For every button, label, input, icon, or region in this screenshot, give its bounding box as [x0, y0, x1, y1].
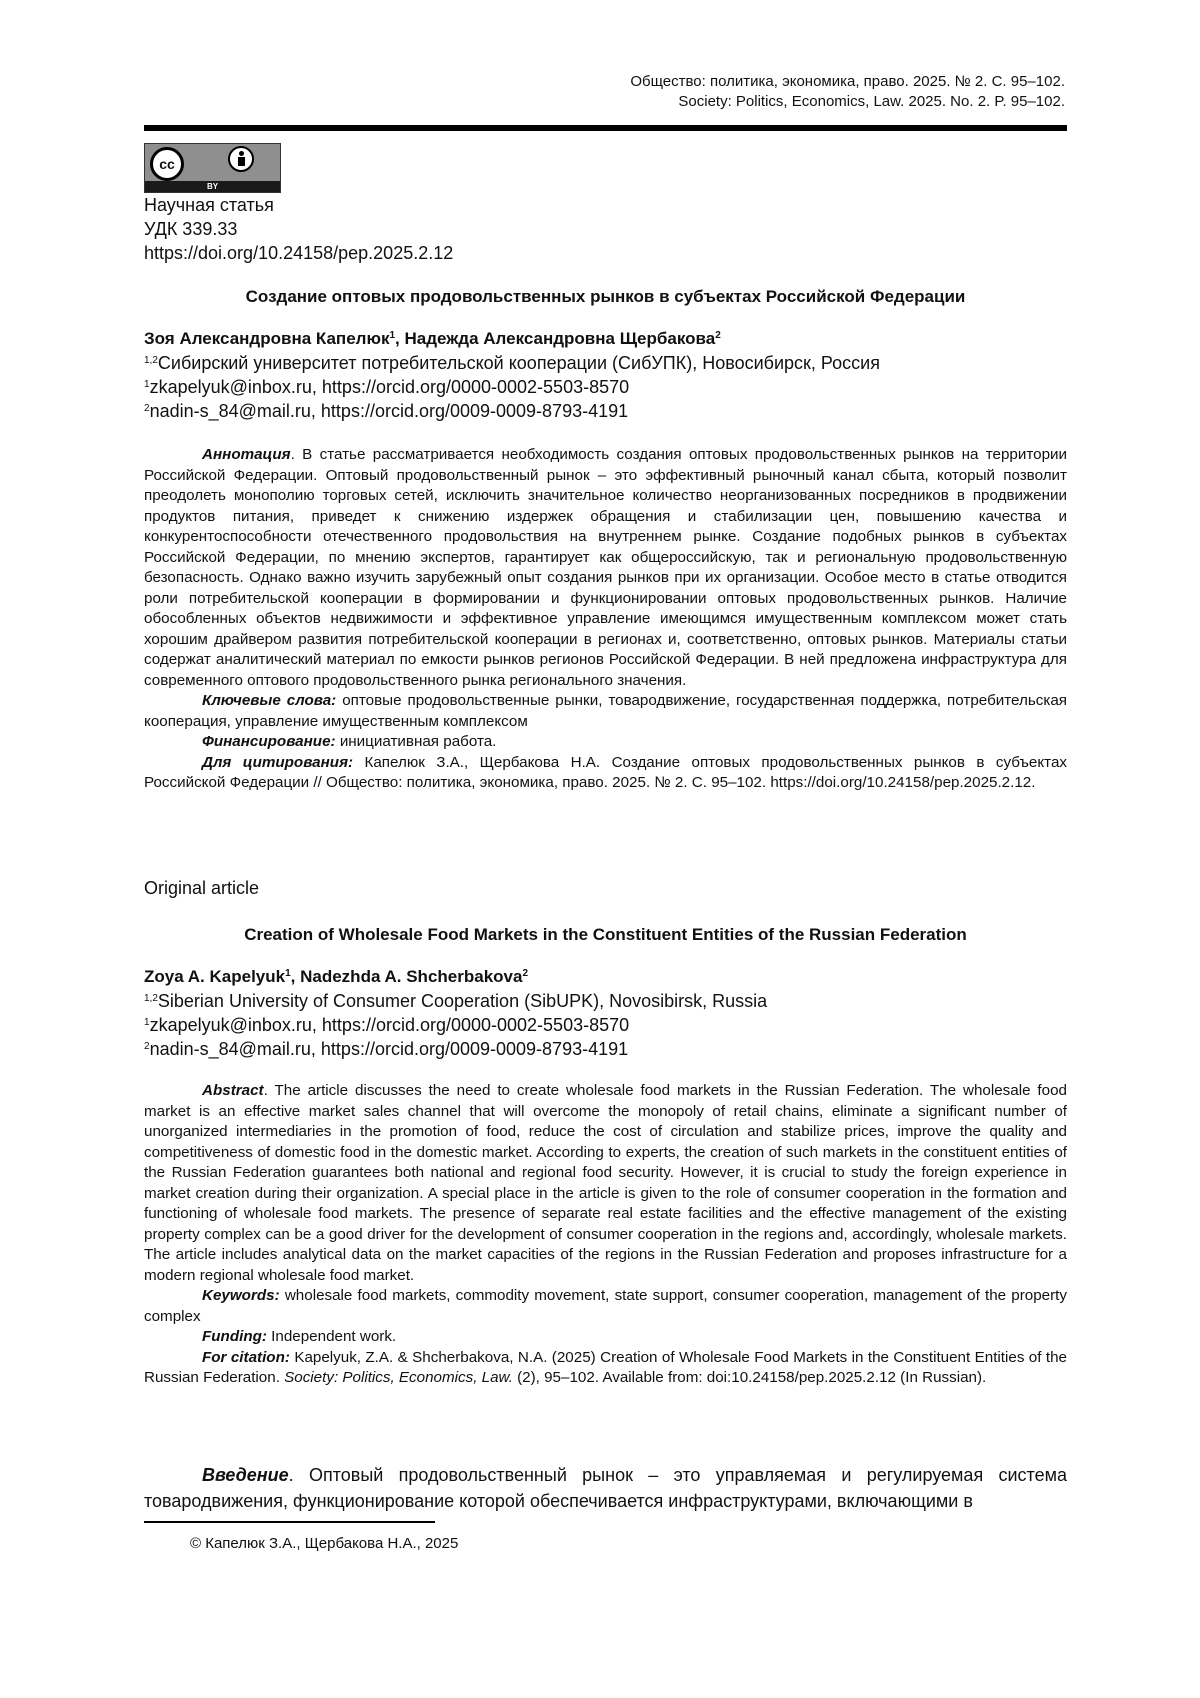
- journal-header-en: Society: Politics, Economics, Law. 2025. No. 2. P. 95–102.: [678, 93, 1065, 110]
- footnote-rule: [144, 1521, 435, 1523]
- intro-paragraph: Введение. Оптовый продовольственный рынок – это управляемая и регулируемая система товародвижения, функционирование которой обеспечивается инфраструктурами, включающими в: [144, 1465, 1067, 1511]
- contact-2-ru: $^2$nadin-s_84@mail.ru, https://orcid.org/0009-0009-8793-4191: [144, 401, 629, 421]
- title-ru: Создание оптовых продовольственных рынков в субъектах Российской Федерации: [245, 287, 966, 306]
- abstract-paragraph-en: Abstract. The article discusses the need to create wholesale food markets in the Russian Federation. The wholesale food market is an effective market sales channel that will overcome the monopoly of retail chains, eliminate a significant number of unorganized intermediaries in the promotion of food, reduce the cost of circulation and stabilize prices, improve the quality and competitiveness of domestic food in the domestic market. According to experts, the creation of such markets in the constituent entities of the Russian Federation guarantees both national and regional food security. However, it is crucial to study the foreign experience in market creation during their organization. A special place in the article is given to the role of consumer cooperation in the formation and functioning of wholesale food markets. The presence of separate real estate facilities and the effective management of the existing property complex can be a good driver for the development of consumer cooperation in the regions and, accordingly, wholesale markets. The article includes analytical data on the market capacities of the regions in the Russian Federation and proposes infrastructure for a modern regional wholesale food market.: [144, 1082, 1067, 1284]
- udc-code: УДК 339.33: [144, 219, 238, 239]
- cc-icon: cc: [150, 147, 184, 181]
- citation-ru: Для цитирования: Капелюк З.А., Щербакова Н.А. Создание оптовых продовольственных рынков в субъектах Российской Федерации // Общество: политика, экономика, право. 2025. № 2. С. 95–102. https://doi.org/10.24158/pep.2025.2.12.: [144, 753, 1067, 791]
- contact-1-en: $^1$zkapelyuk@inbox.ru, https://orcid.org/0000-0002-5503-8570: [144, 1015, 630, 1035]
- authors-en: [144, 965, 767, 1061]
- funding-ru: Финансирование: инициативная работа.: [202, 733, 497, 750]
- affiliation-ru: $^{1,2}$Сибирский университет потребительской кооперации (СибУПК), Новосибирск, Россия: [144, 353, 880, 373]
- keywords-ru: Ключевые слова: оптовые продовольственные рынки, товародвижение, государственная поддержка, потребительская кооперация, управление имущественным комплексом: [144, 692, 1067, 730]
- abstract-en: [144, 1081, 1067, 1389]
- funding-en: Funding: Independent work.: [202, 1328, 397, 1345]
- author-names-ru: Зоя Александровна Капелюк$^1$, Надежда Александровна Щербакова$^2$: [144, 329, 721, 348]
- license-label: BY: [145, 181, 280, 192]
- cc-by-icon: [144, 143, 281, 193]
- keywords-en: Keywords: wholesale food markets, commodity movement, state support, consumer cooperation, management of the property complex: [144, 1287, 1067, 1325]
- introduction: [144, 1462, 1067, 1514]
- copyright-footnote: © Капелюк З.А., Щербакова Н.А., 2025: [190, 1535, 459, 1552]
- contact-2-en: $^2$nadin-s_84@mail.ru, https://orcid.org/0009-0009-8793-4191: [144, 1039, 629, 1059]
- journal-header-ru: Общество: политика, экономика, право. 2025. № 2. С. 95–102.: [630, 73, 1065, 90]
- header-rule: [144, 125, 1067, 131]
- author-names-en: Zoya A. Kapelyuk$^1$, Nadezhda A. Shcherbakova$^2$: [144, 967, 528, 986]
- affiliation-en: $^{1,2}$Siberian University of Consumer Cooperation (SibUPK), Novosibirsk, Russia: [144, 991, 768, 1011]
- abstract-ru: [144, 445, 1067, 794]
- article-meta: [144, 193, 453, 265]
- journal-header: [630, 72, 1065, 112]
- citation-en: For citation: Kapelyuk, Z.A. & Shcherbakova, N.A. (2025) Creation of Wholesale Food Markets in the Constituent Entities of the Russian Federation. Society: Politics, Economics, Law. (2), 95–102. Available from: doi:10.24158/pep.2025.2.12 (In Russian).: [144, 1348, 1067, 1386]
- contact-1-ru: $^1$zkapelyuk@inbox.ru, https://orcid.org/0000-0002-5503-8570: [144, 377, 630, 397]
- abstract-paragraph-ru: Аннотация. В статье рассматривается необходимость создания оптовых продовольственных рынков на территории Российской Федерации. Оптовый продовольственный рынок – это эффективный рыночный канал сбыта, который позволит преодолеть монополию торговых сетей, исключить значительное количество неорганизованных посредников в продвижении продуктов питания, приведет к снижению издержек обращения и стабилизации цен, повышению качества и конкурентоспособности отечественного продовольствия на внутреннем рынке. Создание подобных рынков в субъектах Российской Федерации, по мнению экспертов, гарантирует как общероссийскую, так и региональную продовольственную безопасность. Однако важно изучить зарубежный опыт создания рынков при их организации. Особое место в статье отводится роли потребительской кооперации в формировании и функционировании оптовых продовольственных рынков. Наличие обособленных объектов недвижимости и эффективное управление имеющимся имущественным комплексом может стать хорошим драйвером развития потребительской кооперации в регионах и, соответственно, оптовых рынков. Материалы статьи содержат аналитический материал по емкости рынков регионов Российской Федерации. В ней предложена инфраструктура для современного оптового продовольственного рынка регионального значения.: [144, 446, 1067, 689]
- title-en: Creation of Wholesale Food Markets in the Constituent Entities of the Russian Federation: [244, 925, 967, 944]
- person-icon: [228, 146, 254, 172]
- authors-ru: [144, 327, 880, 423]
- article-type-en: Original article: [144, 878, 260, 898]
- article-type: Научная статья: [144, 195, 274, 215]
- doi-link[interactable]: https://doi.org/10.24158/pep.2025.2.12: [144, 243, 454, 263]
